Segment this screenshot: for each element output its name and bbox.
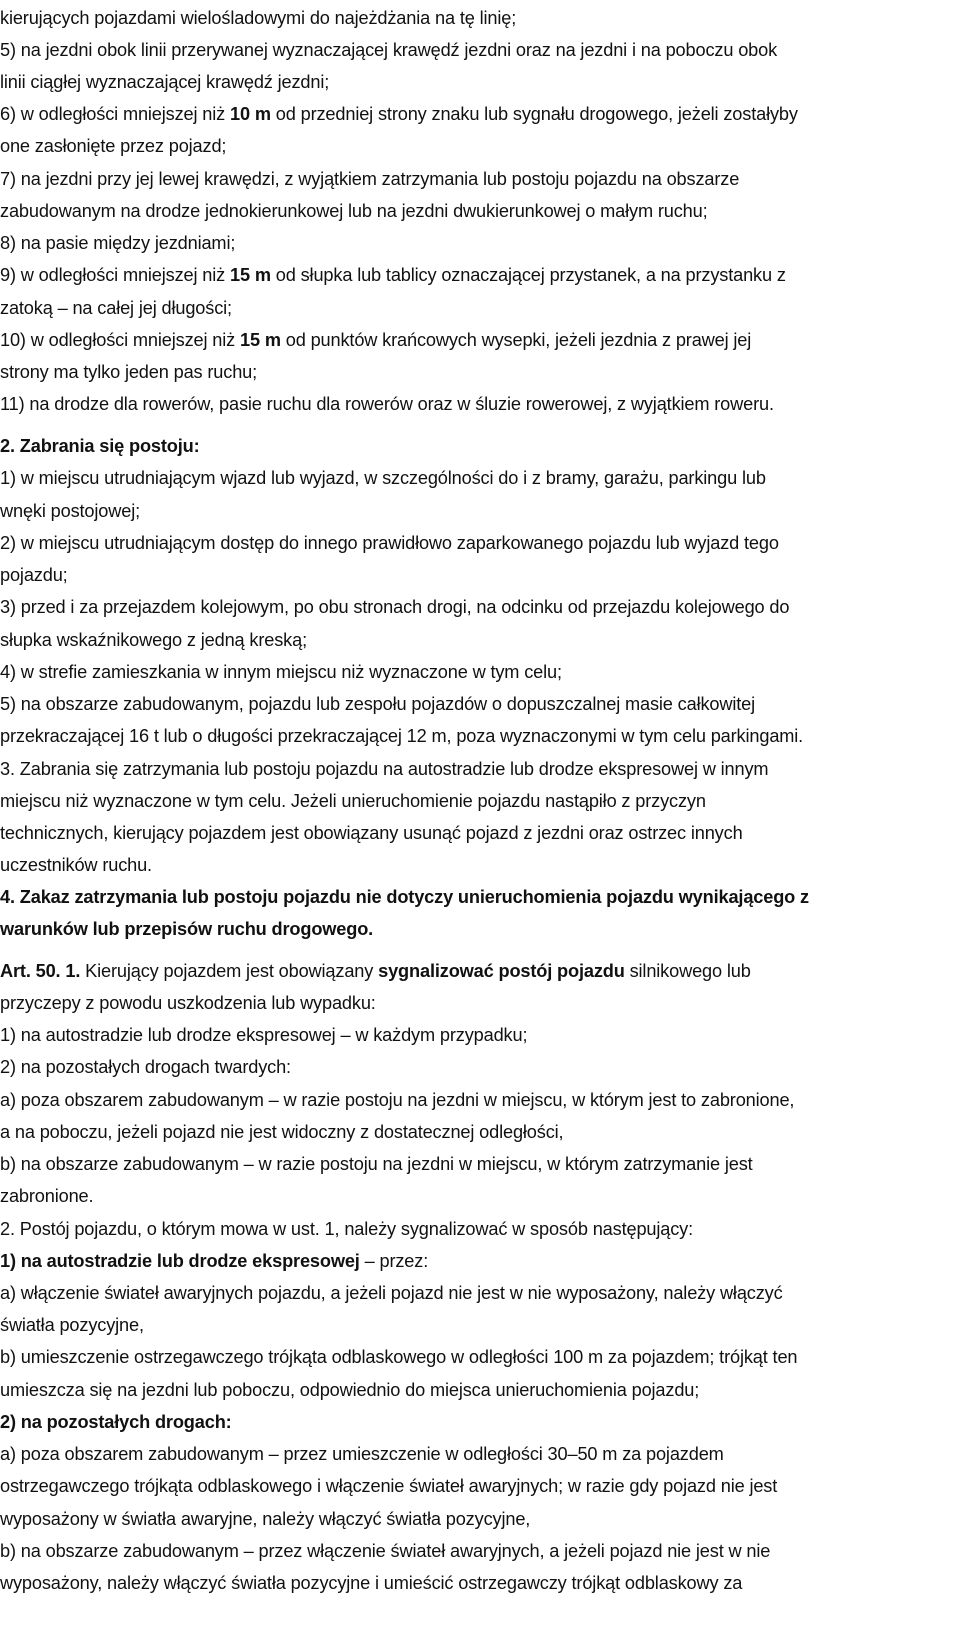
- text-line: [0, 720, 803, 753]
- text-line: [0, 462, 766, 495]
- text-line: [0, 130, 226, 163]
- text-line: [0, 1213, 693, 1246]
- text-line: [0, 688, 755, 721]
- bold-text: 2) na pozostałych drogach:: [0, 1412, 232, 1432]
- text-span: przekraczającej 16 t lub o długości przekraczającej 12 m, poza wyznaczonymi w tym celu parkingami.: [0, 726, 804, 746]
- bold-text: warunków lub przepisów ruchu drogowego.: [0, 919, 374, 939]
- text-line: [0, 34, 777, 67]
- text-span: 5) na jezdni obok linii przerywanej wyznaczającej krawędź jezdni oraz na jezdni i na poboczu obok: [0, 40, 778, 60]
- text-span: Kierujący pojazdem jest obowiązany: [80, 961, 379, 981]
- text-span: od przedniej strony znaku lub sygnału drogowego, jeżeli zostałyby: [270, 104, 798, 124]
- text-line: [0, 98, 798, 131]
- bold-text: sygnalizować postój pojazdu: [378, 961, 625, 981]
- text-span: 11) na drodze dla rowerów, pasie ruchu dla rowerów oraz w śluzie rowerowej, z wyjątkiem roweru.: [0, 394, 774, 414]
- text-line: [0, 881, 809, 914]
- text-span: ostrzegawczego trójkąta odblaskowego i włączenie świateł awaryjnych; w razie gdy pojazd nie jest: [0, 1476, 778, 1496]
- text-span: zatoką – na całej jej długości;: [0, 298, 232, 318]
- text-span: przyczepy z powodu uszkodzenia lub wypadku:: [0, 993, 376, 1013]
- text-span: od punktów krańcowych wysepki, jeżeli jezdnia z prawej jej: [280, 330, 752, 350]
- text-span: 2) w miejscu utrudniającym dostęp do innego prawidłowo zaparkowanego pojazdu lub wyjazd tego: [0, 533, 779, 553]
- text-span: umieszcza się na jezdni lub poboczu, odpowiednio do miejsca unieruchomienia pojazdu;: [0, 1380, 700, 1400]
- text-line: [0, 1341, 797, 1374]
- text-span: wnęki postojowej;: [0, 501, 140, 521]
- text-line: [0, 753, 768, 786]
- text-line: [0, 527, 779, 560]
- text-line: [0, 388, 774, 421]
- text-line: [0, 1277, 783, 1310]
- text-span: b) na obszarze zabudowanym – przez włączenie świateł awaryjnych, a jeżeli pojazd nie jest w nie: [0, 1541, 771, 1561]
- text-span: kierujących pojazdami wielośladowymi do najeżdżania na tę linię;: [0, 8, 517, 28]
- bold-text: 15 m: [230, 265, 271, 285]
- text-line: [0, 1309, 144, 1342]
- text-span: 7) na jezdni przy jej lewej krawędzi, z wyjątkiem zatrzymania lub postoju pojazdu na obszarze: [0, 169, 740, 189]
- text-span: słupka wskaźnikowego z jedną kreską;: [0, 630, 307, 650]
- text-span: linii ciągłej wyznaczającej krawędź jezdni;: [0, 72, 330, 92]
- text-line: [0, 656, 562, 689]
- text-line: [0, 1438, 724, 1471]
- bold-text: 15 m: [239, 330, 281, 350]
- bold-text: 2. Zabrania się postoju:: [0, 436, 200, 456]
- text-span: uczestników ruchu.: [0, 855, 152, 875]
- text-span: 8) na pasie między jezdniami;: [0, 233, 236, 253]
- text-line: [0, 430, 200, 463]
- text-line: [0, 495, 140, 528]
- text-span: zabudowanym na drodze jednokierunkowej lub na jezdni dwukierunkowej o małym ruchu;: [0, 201, 708, 221]
- text-line: [0, 356, 257, 389]
- text-line: [0, 1245, 428, 1278]
- text-span: silnikowego lub: [624, 961, 751, 981]
- text-line: [0, 849, 152, 882]
- text-span: 4) w strefie zamieszkania w innym miejscu niż wyznaczone w tym celu;: [0, 662, 562, 682]
- text-line: [0, 66, 329, 99]
- text-span: 2. Postój pojazdu, o którym mowa w ust. 1, należy sygnalizować w sposób następujący:: [0, 1219, 694, 1239]
- bold-text: Art. 50. 1.: [0, 961, 81, 981]
- text-line: [0, 817, 743, 850]
- text-line: [0, 227, 235, 260]
- text-line: [0, 1470, 777, 1503]
- text-line: [0, 324, 751, 357]
- text-span: a) włączenie świateł awaryjnych pojazdu, a jeżeli pojazd nie jest w nie wyposażony, należy włączyć: [0, 1283, 783, 1303]
- text-span: one zasłonięte przez pojazd;: [0, 136, 227, 156]
- text-span: miejscu niż wyznaczone w tym celu. Jeżeli unieruchomienie pojazdu nastąpiło z przyczyn: [0, 791, 706, 811]
- text-line: [0, 1567, 742, 1600]
- text-span: wyposażony w światła awaryjne, należy włączyć światła pozycyjne,: [0, 1509, 531, 1529]
- text-span: 5) na obszarze zabudowanym, pojazdu lub zespołu pojazdów o dopuszczalnej masie całkowitej: [0, 694, 756, 714]
- text-span: a na poboczu, jeżeli pojazd nie jest widoczny z dostatecznej odległości,: [0, 1122, 564, 1142]
- text-line: [0, 1503, 530, 1536]
- text-span: 2) na pozostałych drogach twardych:: [0, 1057, 291, 1077]
- text-span: wyposażony, należy włączyć światła pozycyjne i umieścić ostrzegawczy trójkąt odblaskowy za: [0, 1573, 743, 1593]
- text-span: a) poza obszarem zabudowanym – przez umieszczenie w odległości 30–50 m za pojazdem: [0, 1444, 724, 1464]
- text-line: [0, 1148, 753, 1181]
- bold-text: 10 m: [230, 104, 271, 124]
- text-span: światła pozycyjne,: [0, 1315, 144, 1335]
- text-line: [0, 559, 68, 592]
- text-span: b) na obszarze zabudowanym – w razie postoju na jezdni w miejscu, w którym zatrzymanie jest: [0, 1154, 753, 1174]
- text-line: [0, 955, 751, 988]
- text-span: 3. Zabrania się zatrzymania lub postoju pojazdu na autostradzie lub drodze ekspresowej w innym: [0, 759, 769, 779]
- text-line: [0, 1180, 93, 1213]
- text-line: [0, 624, 307, 657]
- text-span: 6) w odległości mniejszej niż: [0, 104, 231, 124]
- text-line: [0, 195, 708, 228]
- text-span: pojazdu;: [0, 565, 68, 585]
- text-span: od słupka lub tablicy oznaczającej przystanek, a na przystanku z: [270, 265, 786, 285]
- text-line: [0, 292, 232, 325]
- text-span: strony ma tylko jeden pas ruchu;: [0, 362, 258, 382]
- text-line: [0, 1406, 232, 1439]
- text-line: [0, 2, 516, 35]
- text-line: [0, 1374, 699, 1407]
- text-span: a) poza obszarem zabudowanym – w razie postoju na jezdni w miejscu, w którym jest to zabronione,: [0, 1090, 795, 1110]
- text-span: 1) w miejscu utrudniającym wjazd lub wyjazd, w szczególności do i z bramy, garażu, parkingu lub: [0, 468, 766, 488]
- text-span: zabronione.: [0, 1186, 94, 1206]
- text-span: 9) w odległości mniejszej niż: [0, 265, 231, 285]
- text-line: [0, 1019, 527, 1052]
- text-span: 3) przed i za przejazdem kolejowym, po obu stronach drogi, na odcinku od przejazdu kolejowego do: [0, 597, 790, 617]
- text-span: – przez:: [359, 1251, 429, 1271]
- text-line: [0, 785, 706, 818]
- text-span: technicznych, kierujący pojazdem jest obowiązany usunąć pojazd z jezdni oraz ostrzec innych: [0, 823, 743, 843]
- text-line: [0, 163, 739, 196]
- text-span: 10) w odległości mniejszej niż: [0, 330, 240, 350]
- text-line: [0, 1084, 794, 1117]
- text-line: [0, 1535, 770, 1568]
- text-line: [0, 987, 376, 1020]
- text-line: [0, 591, 789, 624]
- text-line: [0, 259, 786, 292]
- bold-text: 1) na autostradzie lub drodze ekspresowej: [0, 1251, 360, 1271]
- text-span: b) umieszczenie ostrzegawczego trójkąta odblaskowego w odległości 100 m za pojazdem; trójkąt ten: [0, 1347, 798, 1367]
- text-line: [0, 1116, 563, 1149]
- text-line: [0, 913, 373, 946]
- bold-text: 4. Zakaz zatrzymania lub postoju pojazdu nie dotyczy unieruchomienia pojazdu wynikającego z: [0, 887, 809, 907]
- text-span: 1) na autostradzie lub drodze ekspresowej – w każdym przypadku;: [0, 1025, 528, 1045]
- text-line: [0, 1051, 291, 1084]
